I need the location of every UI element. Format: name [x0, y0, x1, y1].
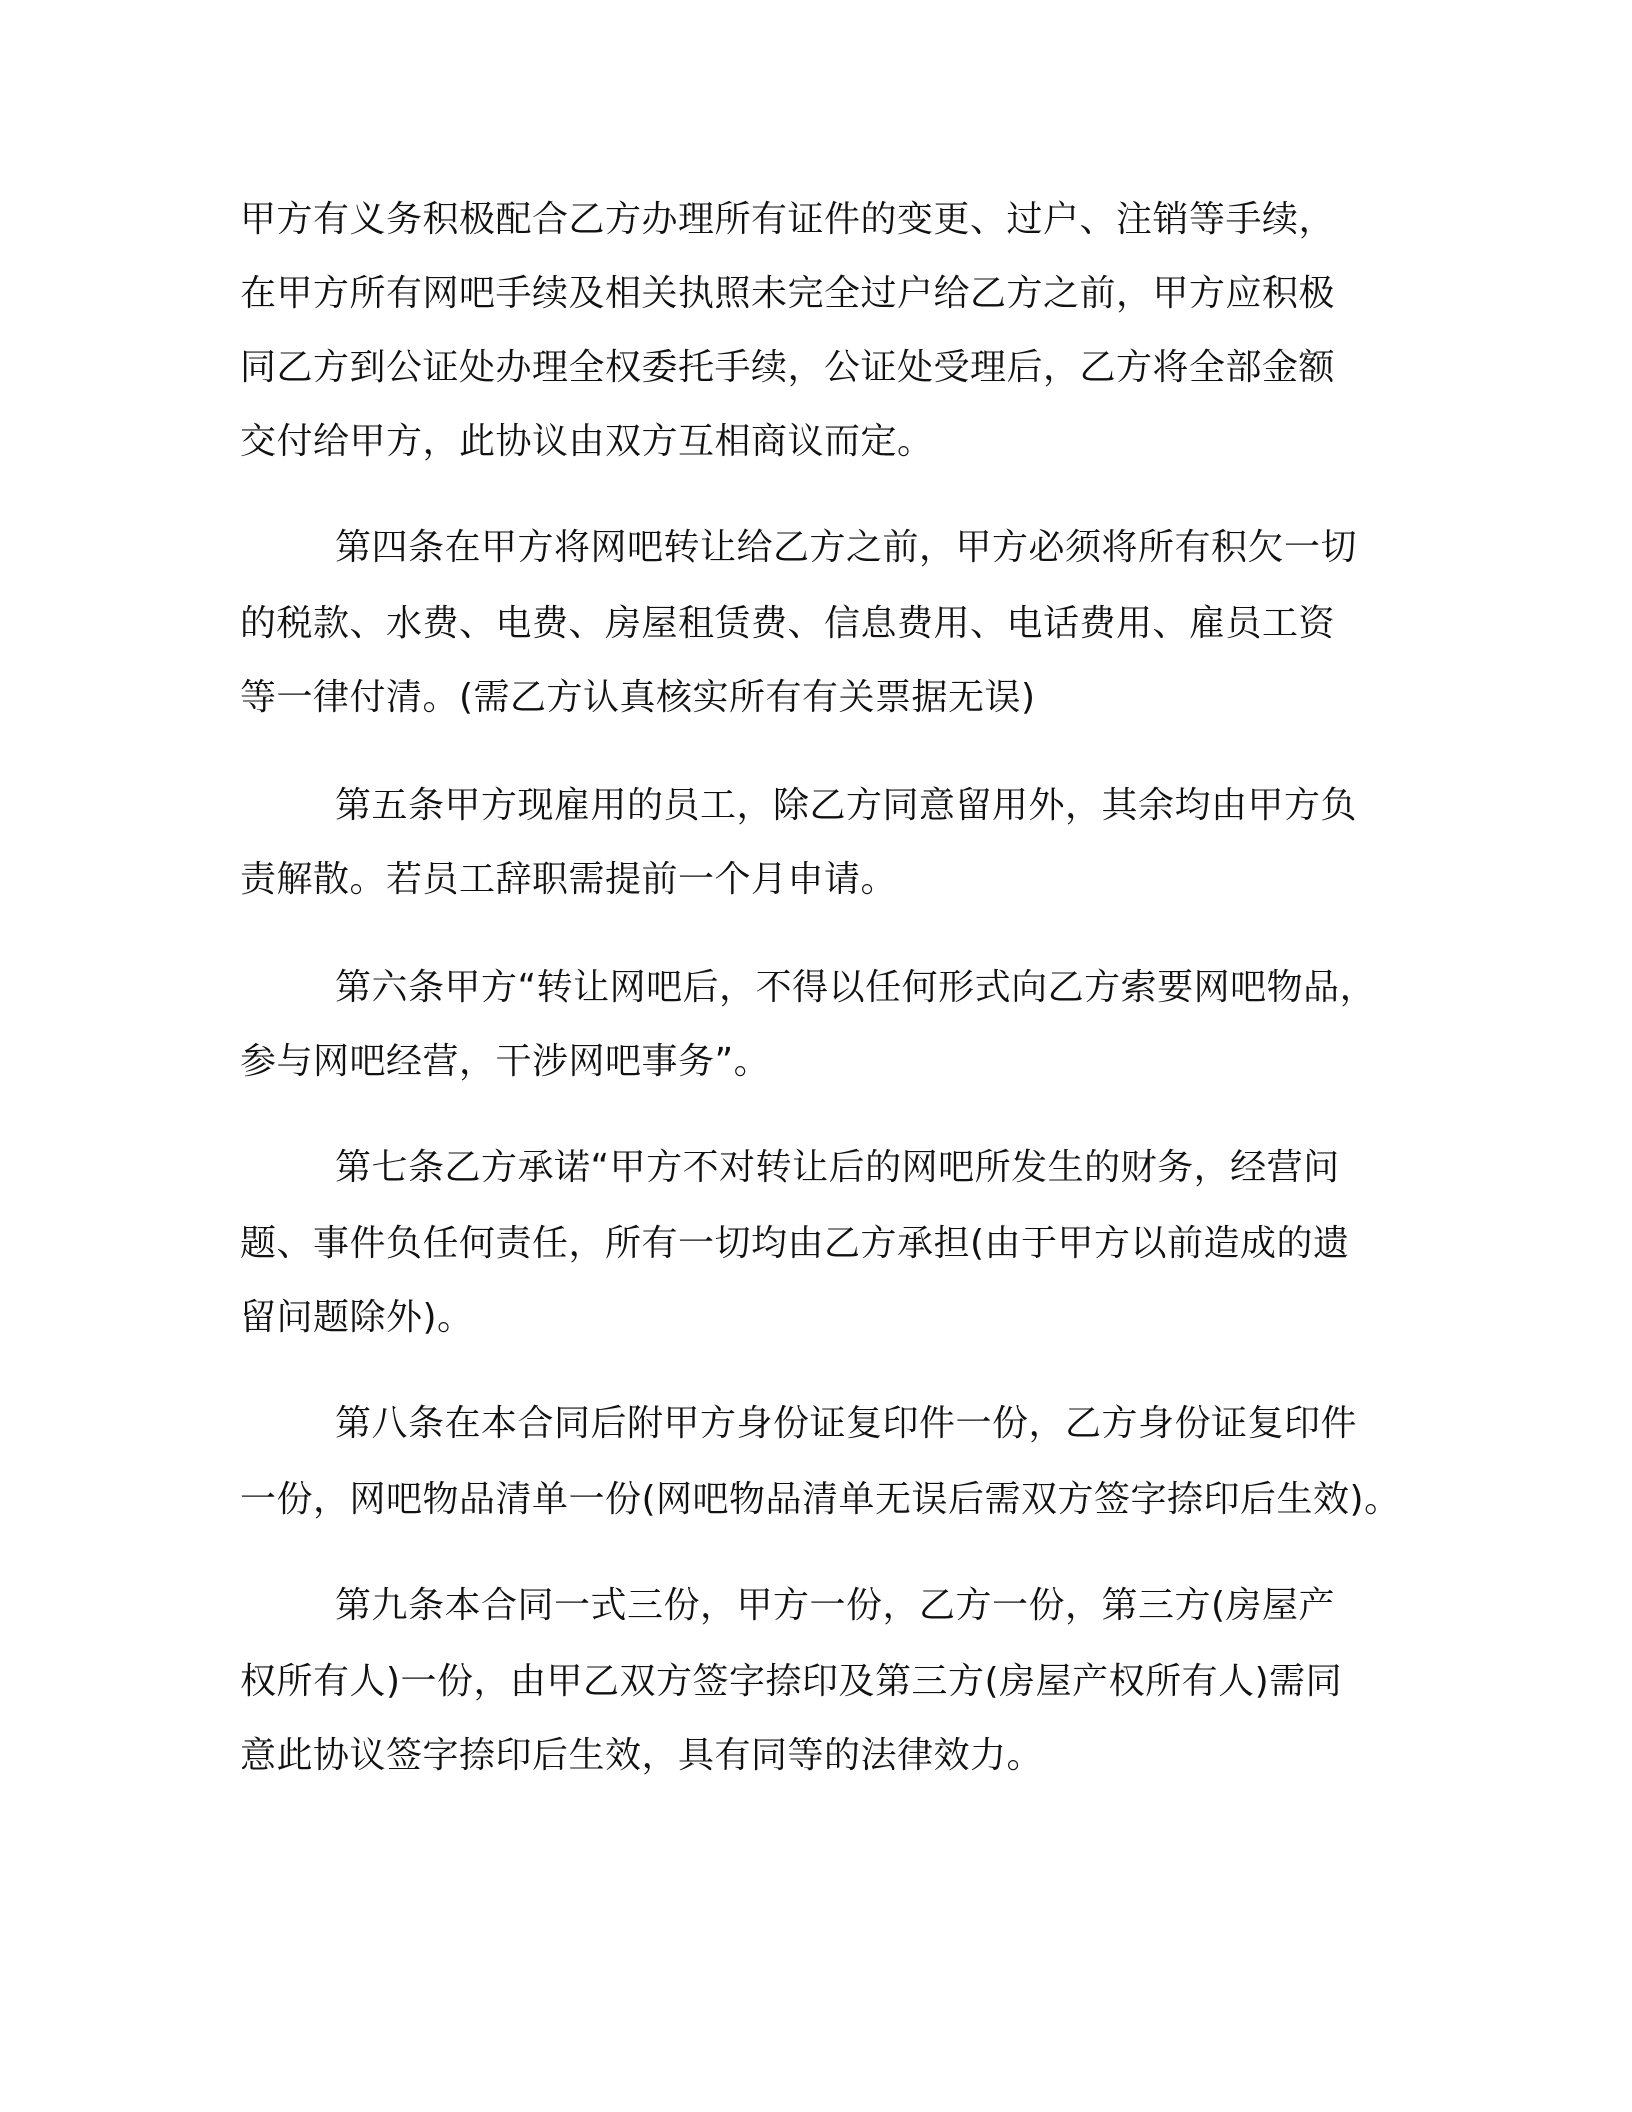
- text-line: 交付给甲方，此协议由双方互相商议而定。: [240, 421, 934, 462]
- text-line: 第四条在甲方将网吧转让给乙方之前，甲方必须将所有积欠一切: [335, 527, 1358, 568]
- text-line: 第九条本合同一式三份，甲方一份，乙方一份，第三方(房屋产: [335, 1585, 1336, 1626]
- text-line: 一份，网吧物品清单一份(网吧物品清单无误后需双方签字捺印后生效)。: [240, 1479, 1401, 1520]
- text-line: 第五条甲方现雇用的员工，除乙方同意留用外，其余均由甲方负: [335, 785, 1358, 826]
- text-line: 在甲方所有网吧手续及相关执照未完全过户给乙方之前，甲方应积极: [240, 273, 1336, 314]
- text-line: 权所有人)一份，由甲乙双方签字捺印及第三方(房屋产权所有人)需同: [240, 1661, 1343, 1702]
- text-line: 参与网吧经营，干涉网吧事务”。: [240, 1041, 771, 1082]
- text-line: 第六条甲方“转让网吧后，不得以任何形式向乙方索要网吧物品，: [335, 967, 1377, 1008]
- text-line: 等一律付清。(需乙方认真核实所有有关票据无误): [240, 677, 1036, 718]
- text-line: 题、事件负任何责任，所有一切均由乙方承担(由于甲方以前造成的遗: [240, 1223, 1350, 1264]
- text-line: 第八条在本合同后附甲方身份证复印件一份，乙方身份证复印件: [335, 1403, 1358, 1444]
- text-line: 第七条乙方承诺“甲方不对转让后的网吧所发生的财务，经营问: [335, 1147, 1340, 1188]
- text-line: 留问题除外)。: [240, 1297, 474, 1338]
- text-line: 责解散。若员工辞职需提前一个月申请。: [240, 859, 898, 900]
- text-line: 同乙方到公证处办理全权委托手续，公证处受理后，乙方将全部金额: [240, 347, 1336, 388]
- text-line: 甲方有义务积极配合乙方办理所有证件的变更、过户、注销等手续，: [240, 199, 1336, 240]
- text-line: 的税款、水费、电费、房屋租赁费、信息费用、电话费用、雇员工资: [240, 603, 1336, 644]
- text-line: 意此协议签字捺印后生效，具有同等的法律效力。: [240, 1735, 1044, 1776]
